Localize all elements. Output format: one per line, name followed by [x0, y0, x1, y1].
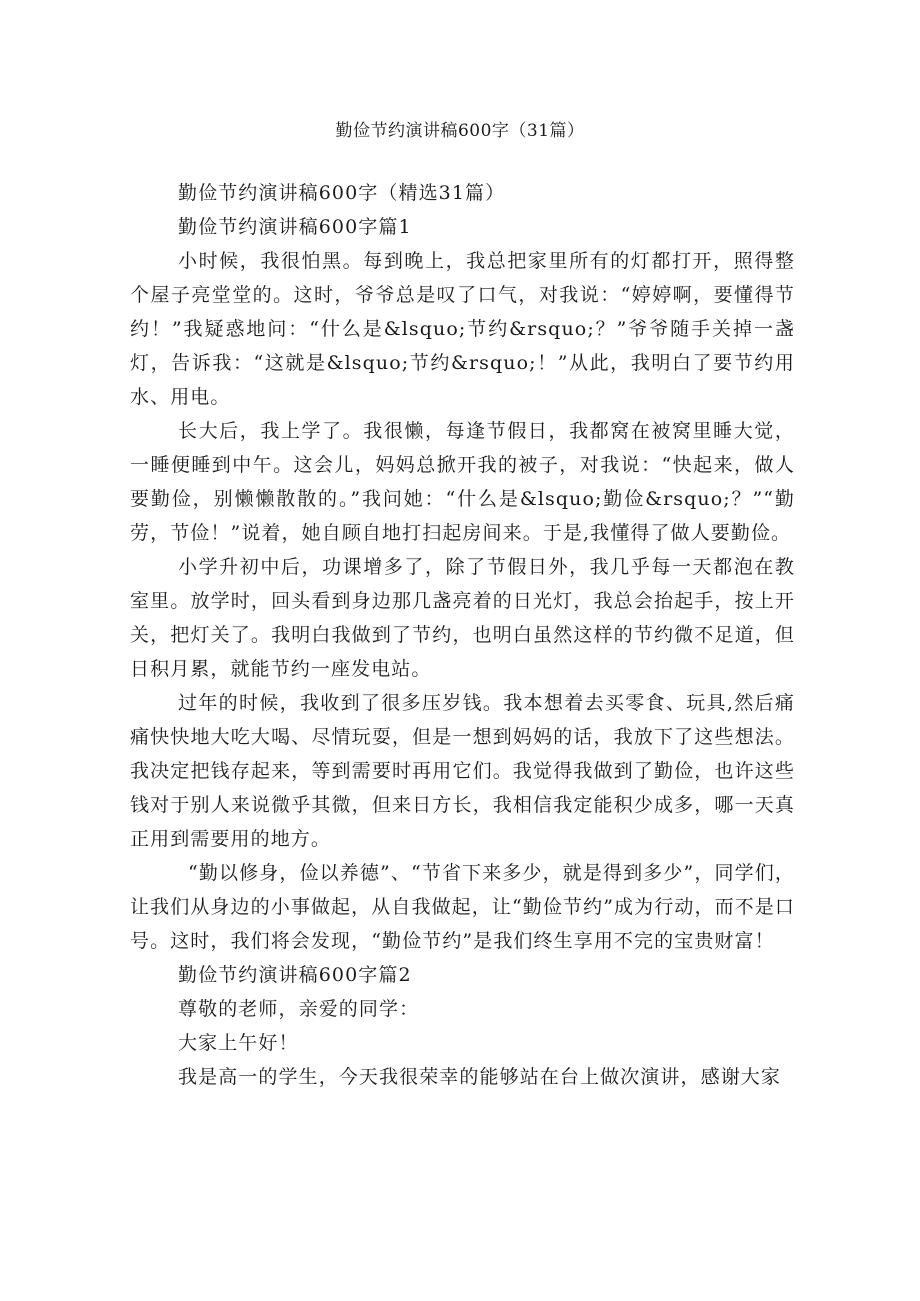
paragraph: 长大后，我上学了。我很懒，每逢节假日，我都窝在被窝里睡大觉，一睡便睡到中午。这会儿，妈妈总掀开我的被子，对我说：“快起来，做人要勤俭，别懒懒散散的。”我问她：“什么是&lsquo;勤俭&rsquo;？”“勤劳，节俭！”说着，她自顾自地打扫起房间来。于是,我懂得了做人要勤俭。: [130, 420, 795, 544]
section-heading-2: 勤俭节约演讲稿600字篇2: [178, 964, 412, 986]
document-body: [130, 176, 795, 1094]
paragraph: 小学升初中后，功课增多了，除了节假日外，我几乎每一天都泡在教室里。放学时，回头看到身边那几盏亮着的日光灯，我总会抬起手，按上开关，把灯关了。我明白我做到了节约，也明白虽然这样的节约微不足道，但日积月累，就能节约一座发电站。: [130, 556, 795, 680]
paragraph: 小时候，我很怕黑。每到晚上，我总把家里所有的灯都打开，照得整个屋子亮堂堂的。这时，爷爷总是叹了口气，对我说：“婷婷啊，要懂得节约！”我疑惑地问：“什么是&lsquo;节约&rsquo;？”爷爷随手关掉一盏灯，告诉我：“这就是&lsquo;节约&rsquo;！”从此，我明白了要节约用水、用电。: [130, 250, 795, 408]
paragraph: 过年的时候，我收到了很多压岁钱。我本想着去买零食、玩具,然后痛痛快快地大吃大喝、尽情玩耍，但是一想到妈妈的话，我放下了这些想法。我决定把钱存起来，等到需要时再用它们。我觉得我做到了勤俭，也许这些钱对于别人来说微乎其微，但来日方长，我相信我定能积少成多，哪一天真正用到需要用的地方。: [130, 692, 795, 850]
document-subtitle: 勤俭节约演讲稿600字（精选31篇）: [178, 182, 506, 204]
section-heading-1: 勤俭节约演讲稿600字篇1: [178, 216, 412, 238]
salutation: 尊敬的老师，亲爱的同学：: [178, 998, 420, 1020]
greeting: 大家上午好！: [178, 1032, 299, 1054]
paragraph: 我是高一的学生，今天我很荣幸的能够站在台上做次演讲，感谢大家: [178, 1066, 782, 1088]
document-title: 勤俭节约演讲稿600字（31篇）: [335, 121, 585, 141]
paragraph: “勤以修身，俭以养德”、“节省下来多少，就是得到多少”，同学们，让我们从身边的小事做起，从自我做起，让“勤俭节约”成为行动，而不是口号。这时，我们将会发现，“勤俭节约”是我们终生享用不完的宝贵财富！: [130, 862, 795, 952]
